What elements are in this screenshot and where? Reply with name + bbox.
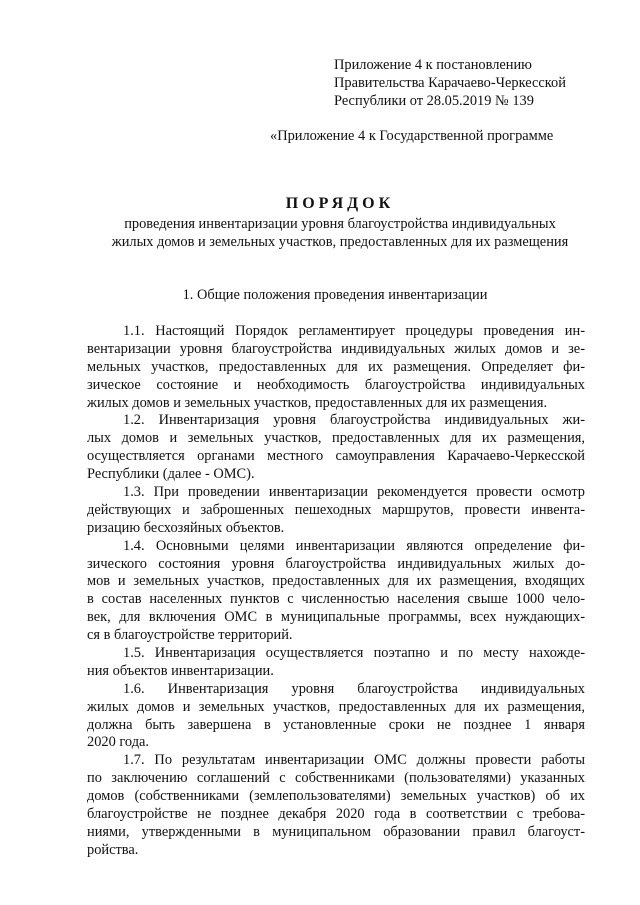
paragraph: [87, 645, 585, 681]
paragraph-line: жилых домов и земельных участков, предоставленных для их размещения,: [87, 698, 585, 715]
paragraph-line: 1.4. Основными целями инвентаризации являются определение фи-: [123, 537, 585, 554]
paragraph-line: зического состояния уровня благоустройства индивидуальных жилых до-: [87, 555, 585, 572]
paragraph-line: ния объектов инвентаризации.: [87, 662, 274, 679]
annex-line: Приложение 4 к постановлению: [334, 57, 532, 73]
subtitle-line: жилых домов и земельных участков, предоставленных для их размещения: [111, 234, 569, 250]
paragraph-line: 1.5. Инвентаризация осуществляется поэтапно и по месту нахожде-: [123, 645, 585, 662]
paragraph-line: благоустройстве не позднее декабря 2020 года в соответствии с требова-: [87, 806, 585, 823]
paragraph-line: век, для включения ОМС в муниципальные программы, всех нуждающих-: [87, 609, 585, 626]
paragraph-line: 1.1. Настоящий Порядок регламентирует процедуры проведения ин-: [123, 323, 585, 339]
paragraph-line: Республики (далее - ОМС).: [87, 466, 255, 483]
paragraph-line: мельных участков, предоставленных для их размещения. Определяет фи-: [87, 358, 585, 375]
annex-reference: [334, 56, 624, 110]
paragraph: [87, 323, 585, 412]
program-annex-reference: «Приложение 4 к Государственной программе: [270, 128, 554, 144]
document-title: ПОРЯДОК: [285, 195, 395, 212]
paragraph: [87, 752, 585, 859]
paragraph-line: ризацию бесхозяйных объектов.: [87, 519, 285, 536]
paragraph: [87, 484, 585, 538]
annex-line: Правительства Карачаево-Черкесской: [334, 75, 566, 91]
paragraph-line: по заключению соглашений с собственниками (пользователями) указанных: [87, 770, 585, 787]
paragraph-line: 1.2. Инвентаризация уровня благоустройства индивидуальных жи-: [123, 412, 585, 429]
paragraph-line: мов и земельных участков, предоставленных для их размещения, входящих: [87, 573, 585, 590]
paragraph: [87, 412, 585, 484]
paragraph-line: домов (собственниками (землепользователями) земельных участков) об их: [87, 788, 585, 805]
document-subtitle: [80, 215, 600, 251]
section-heading: 1. Общие положения проведения инвентаризации: [182, 287, 488, 303]
paragraph: [87, 681, 585, 753]
subtitle-line: проведения инвентаризации уровня благоустройства индивидуальных: [124, 216, 556, 232]
document-body: [87, 323, 585, 860]
paragraph-line: лых домов и земельных участков, предоставленных для их размещения,: [87, 430, 585, 447]
paragraph-line: зическое состояние и необходимость благоустройства индивидуальных: [87, 376, 585, 393]
paragraph-line: жилых домов и земельных участков, предоставленных для их размещения.: [87, 394, 548, 411]
paragraph-line: 1.6. Инвентаризация уровня благоустройства индивидуальных: [123, 680, 585, 697]
paragraph-line: действующих и заброшенных пешеходных маршрутов, провести инвента-: [87, 501, 585, 518]
annex-line: Республики от 28.05.2019 № 139: [334, 93, 534, 109]
paragraph: [87, 538, 585, 645]
paragraph-line: в состав населенных пунктов с численностью населения свыше 1000 чело-: [87, 591, 585, 608]
paragraph-line: ся в благоустройстве территорий.: [87, 627, 293, 644]
paragraph-line: вентаризации уровня благоустройства индивидуальных жилых домов и зе-: [87, 340, 585, 357]
paragraph-line: 2020 года.: [87, 734, 150, 751]
paragraph-line: 1.7. По результатам инвентаризации ОМС должны провести работы: [123, 752, 585, 769]
paragraph-line: ройства.: [87, 841, 139, 858]
paragraph-line: должна быть завершена в установленные сроки не позднее 1 января: [87, 716, 585, 733]
paragraph-line: ниями, утвержденными в муниципальном образовании правил благоуст-: [87, 823, 585, 840]
paragraph-line: 1.3. При проведении инвентаризации рекомендуется провести осмотр: [123, 484, 585, 501]
paragraph-line: осуществляется органами местного самоуправления Карачаево-Черкесской: [87, 448, 585, 465]
